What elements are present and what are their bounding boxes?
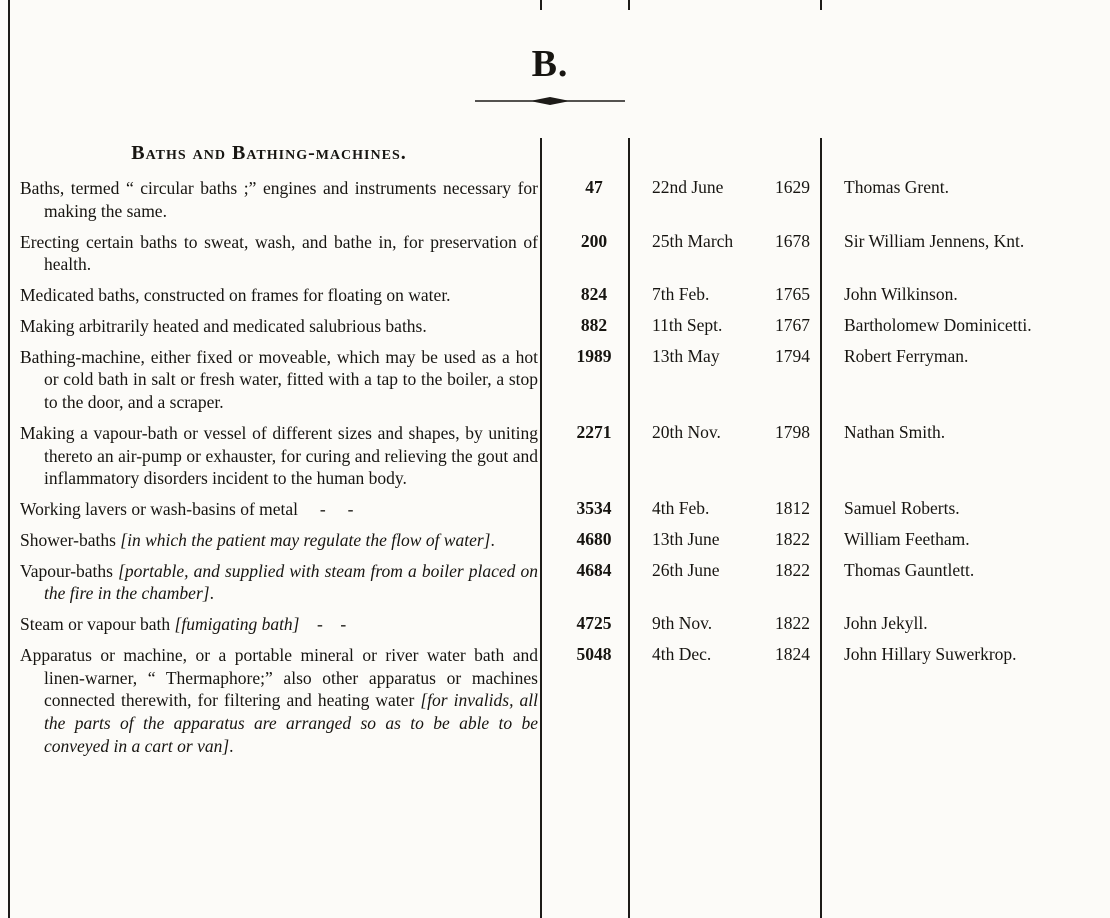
row-date-day: 13th May bbox=[652, 345, 720, 366]
row-date-day: 7th Feb. bbox=[652, 284, 710, 304]
table-section-heading: Baths and Bathing-machines. bbox=[131, 142, 407, 164]
row-patent-number: 5048 bbox=[576, 643, 612, 664]
row-patentee-name: John Wilkinson. bbox=[844, 284, 958, 304]
row-date-day: 4th Dec. bbox=[652, 643, 712, 664]
table-row bbox=[10, 498, 1110, 521]
row-date-year: 1765 bbox=[775, 284, 810, 304]
row-date-day: 9th Nov. bbox=[652, 613, 713, 633]
row-description: Making arbitrarily heated and medicated salubrious baths. bbox=[20, 315, 427, 336]
row-patent-number: 882 bbox=[580, 314, 608, 335]
row-date-day: 25th March bbox=[652, 230, 734, 251]
row-description: Baths, termed “ circular baths ;” engines and instruments necessary for making the same. bbox=[20, 178, 538, 221]
row-date bbox=[652, 529, 826, 550]
row-date-year: 1798 bbox=[775, 421, 810, 442]
section-letter: B. bbox=[531, 43, 569, 85]
row-date bbox=[652, 231, 826, 252]
table-row bbox=[10, 560, 1110, 606]
row-date bbox=[652, 177, 826, 198]
row-date-day: 13th June bbox=[652, 528, 720, 549]
row-patentee-name: John Hillary Suwerkrop. bbox=[844, 643, 1017, 664]
row-description: Vapour-baths [portable, and supplied with steam from a boiler placed on the fire in the chamber]. bbox=[20, 560, 539, 604]
row-date bbox=[652, 498, 826, 519]
row-patentee-name: Sir William Jennens, Knt. bbox=[844, 230, 1025, 251]
row-patent-number: 1989 bbox=[576, 345, 612, 366]
table-row bbox=[10, 177, 1110, 223]
table-row bbox=[10, 644, 1110, 758]
row-description: Steam or vapour bath [fumigating bath] - - bbox=[20, 614, 347, 634]
table-row bbox=[10, 613, 1110, 636]
divider-ornament bbox=[0, 94, 1100, 108]
row-date bbox=[652, 284, 826, 305]
row-date-year: 1767 bbox=[775, 314, 810, 335]
row-description: Bathing-machine, either fixed or moveable, which may be used as a hot or cold bath in salt or fresh water, fitted with a tap to the boiler, a stop to the door, and a scraper. bbox=[20, 346, 538, 412]
row-patent-number: 200 bbox=[580, 230, 608, 251]
row-patent-number: 4725 bbox=[576, 613, 612, 633]
table-row bbox=[10, 315, 1110, 338]
patent-table-body bbox=[10, 177, 1110, 758]
row-patent-number: 2271 bbox=[576, 421, 612, 442]
row-patentee-name: William Feetham. bbox=[844, 528, 970, 549]
row-date-year: 1794 bbox=[775, 345, 810, 366]
row-date bbox=[652, 346, 826, 367]
row-patentee-name: Thomas Grent. bbox=[844, 177, 949, 197]
table-row bbox=[10, 529, 1110, 552]
row-date bbox=[652, 613, 826, 634]
column-rule-tick bbox=[628, 0, 630, 10]
row-date bbox=[652, 560, 826, 581]
table-row bbox=[10, 231, 1110, 277]
row-date-day: 20th Nov. bbox=[652, 421, 721, 442]
row-patentee-name: Thomas Gauntlett. bbox=[844, 559, 975, 580]
row-description: Making a vapour-bath or vessel of different sizes and shapes, by uniting thereto an air-pump or exhauster, for curing and relieving the gout and inflammatory disorders incident to the human body. bbox=[20, 422, 538, 489]
row-date-year: 1812 bbox=[775, 498, 810, 518]
row-date-day: 26th June bbox=[652, 559, 720, 580]
table-row bbox=[10, 346, 1110, 414]
row-patentee-name: John Jekyll. bbox=[844, 613, 928, 633]
row-date-day: 22nd June bbox=[652, 177, 724, 197]
patent-index-table bbox=[10, 142, 1110, 766]
table-row bbox=[10, 284, 1110, 307]
row-patentee-name: Bartholomew Dominicetti. bbox=[844, 314, 1032, 335]
row-description: Apparatus or machine, or a portable mineral or river water bath and linen-warner, “ Thermaphore;” also other apparatus or machines connected therewith, for filtering and heating water [for invalids, all the parts of the apparatus are arranged so as to be able to be conveyed in a cart or van]. bbox=[20, 644, 538, 756]
row-date-year: 1824 bbox=[775, 643, 810, 664]
row-patent-number: 4680 bbox=[576, 528, 612, 549]
row-patent-number: 824 bbox=[580, 284, 608, 304]
row-date-year: 1822 bbox=[775, 613, 810, 633]
row-description: Shower-baths [in which the patient may regulate the flow of water]. bbox=[20, 529, 495, 550]
row-description: Working lavers or wash-basins of metal - - bbox=[20, 499, 354, 519]
row-patent-number: 3534 bbox=[576, 498, 612, 518]
row-patent-number: 4684 bbox=[576, 559, 612, 580]
row-patentee-name: Robert Ferryman. bbox=[844, 345, 969, 366]
row-date-year: 1629 bbox=[775, 177, 810, 197]
row-date-day: 4th Feb. bbox=[652, 498, 710, 518]
row-date-day: 11th Sept. bbox=[652, 314, 723, 335]
row-date bbox=[652, 422, 826, 443]
row-date-year: 1822 bbox=[775, 528, 810, 549]
row-date bbox=[652, 644, 826, 665]
section-header bbox=[0, 42, 1100, 108]
row-patentee-name: Samuel Roberts. bbox=[844, 498, 960, 518]
row-description: Erecting certain baths to sweat, wash, and bathe in, for preservation of health. bbox=[20, 231, 538, 275]
row-date-year: 1678 bbox=[775, 230, 810, 251]
row-date bbox=[652, 315, 826, 336]
row-description: Medicated baths, constructed on frames for floating on water. bbox=[20, 285, 451, 305]
column-rule-tick bbox=[540, 0, 542, 10]
row-date-year: 1822 bbox=[775, 559, 810, 580]
table-row bbox=[10, 422, 1110, 490]
row-patentee-name: Nathan Smith. bbox=[844, 421, 946, 442]
column-rule-tick bbox=[820, 0, 822, 10]
row-patent-number: 47 bbox=[585, 177, 603, 197]
